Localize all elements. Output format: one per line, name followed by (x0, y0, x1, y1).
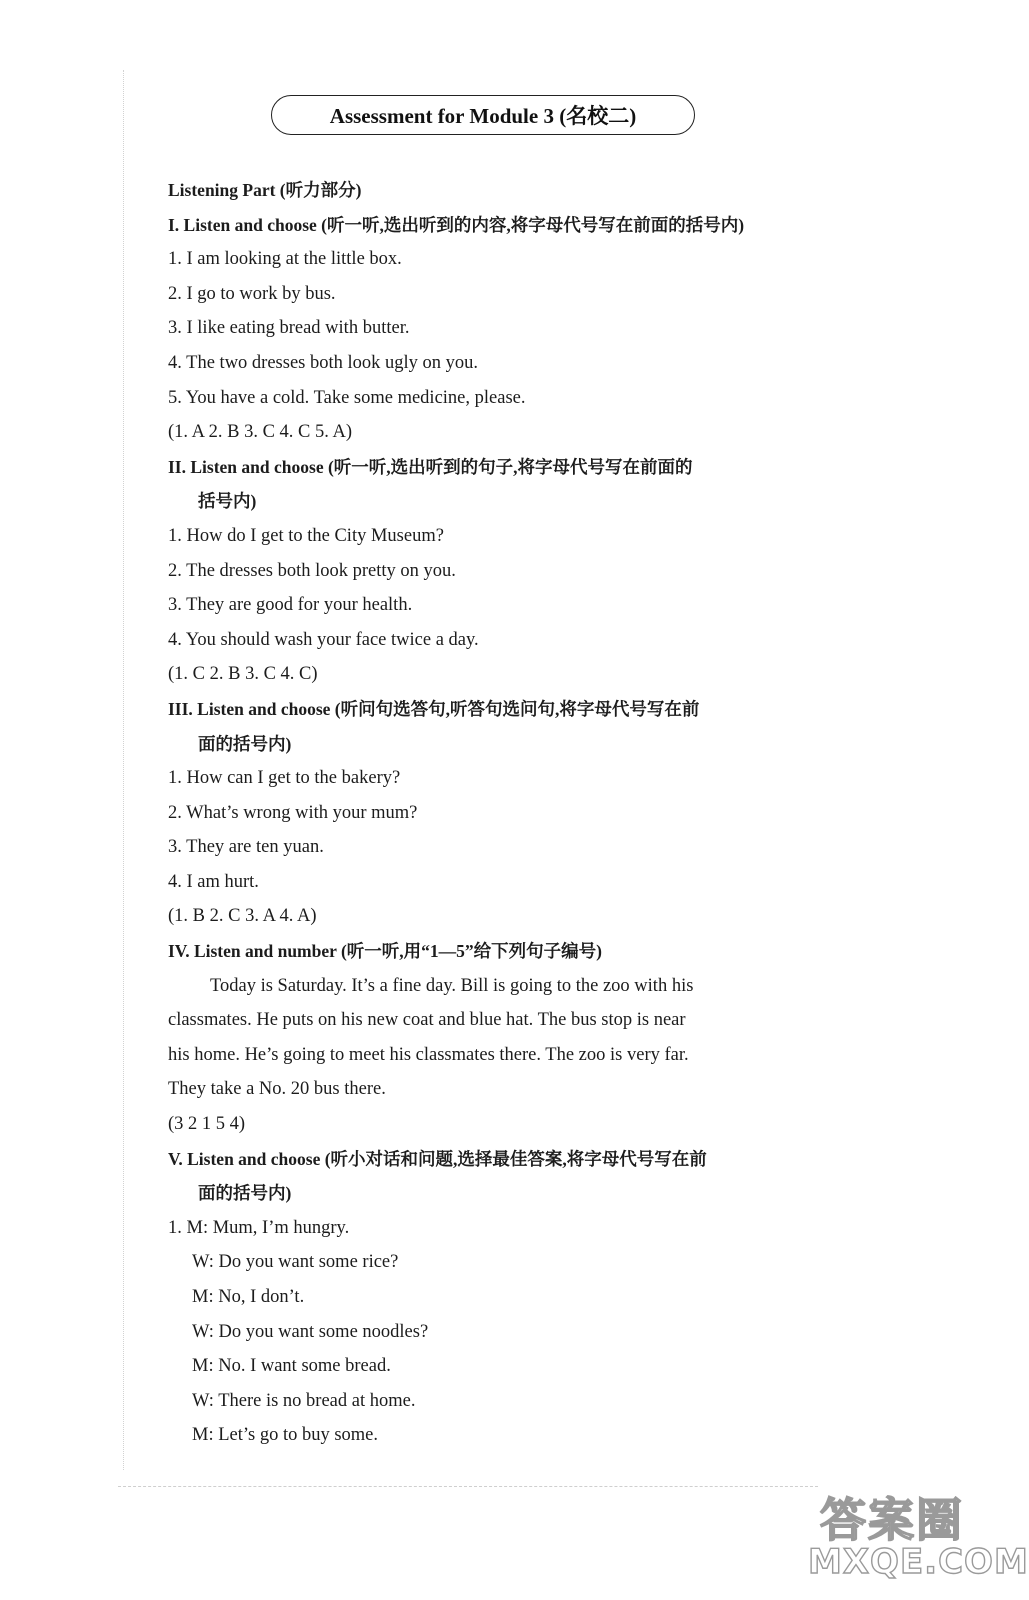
section-heading: III. Listen and choose (听问句选答句,听答句选问句,将字母代号写在前 (168, 698, 700, 719)
paragraph-first-line: Today is Saturday. It’s a fine day. Bill is going to the zoo with his (210, 975, 694, 996)
text-line: his home. He’s going to meet his classmates there. The zoo is very far. (168, 1044, 689, 1065)
text-line: 3. They are good for your health. (168, 595, 413, 616)
dialog-line: M: No, I don’t. (192, 1287, 305, 1307)
answer-key: (3 2 1 5 4) (168, 1114, 246, 1135)
section-heading: V. Listen and choose (听小对话和问题,选择最佳答案,将字母代号写在前 (168, 1148, 707, 1169)
dialog-line: M: Let’s go to buy some. (192, 1425, 379, 1446)
text-line: 1. How do I get to the City Museum? (168, 525, 444, 546)
page-title: Assessment for Module 3 (名校二) (329, 104, 637, 128)
section-heading: II. Listen and choose (听一听,选出听到的句子,将字母代号写在前面的 (168, 456, 693, 477)
watermark-top-text: 答案圈 (820, 1493, 964, 1547)
dialog-line: W: There is no bread at home. (192, 1390, 416, 1411)
section-heading-continued: 面的括号内) (198, 733, 292, 754)
text-line: 5. You have a cold. Take some medicine, please. (168, 387, 526, 408)
dialog-line: W: Do you want some noodles? (192, 1321, 429, 1342)
left-margin-rule (123, 70, 124, 1470)
text-line: 2. What’s wrong with your mum? (168, 802, 418, 823)
answer-key: (1. A 2. B 3. C 4. C 5. A) (168, 422, 352, 443)
document-body (168, 173, 808, 1453)
text-line: 1. I am looking at the little box. (168, 249, 402, 270)
text-line: 1. M: Mum, I’m hungry. (168, 1217, 350, 1238)
section-heading-continued: 括号内) (198, 491, 257, 512)
answer-key: (1. B 2. C 3. A 4. A) (168, 906, 317, 927)
text-line: 4. The two dresses both look ugly on you. (168, 352, 479, 373)
text-line: 1. How can I get to the bakery? (168, 768, 401, 789)
text-line: classmates. He puts on his new coat and blue hat. The bus stop is near (168, 1010, 686, 1031)
watermark-bottom-text: MXQE.COM (808, 1542, 1029, 1582)
text-line: 2. I go to work by bus. (168, 283, 336, 304)
section-heading-continued: 面的括号内) (198, 1183, 292, 1204)
title-box (271, 95, 695, 135)
dialog-line: W: Do you want some rice? (192, 1252, 399, 1273)
section-heading: I. Listen and choose (听一听,选出听到的内容,将字母代号写在前面的括号内) (168, 214, 745, 235)
footer-rule (118, 1486, 818, 1487)
text-line: 4. I am hurt. (168, 871, 259, 892)
text-line: 4. You should wash your face twice a day. (168, 629, 479, 650)
dialog-line: M: No. I want some bread. (192, 1356, 391, 1377)
watermark-logo (806, 1484, 1029, 1592)
text-line: 3. I like eating bread with butter. (168, 318, 410, 339)
text-line: They take a No. 20 bus there. (168, 1079, 386, 1100)
text-line: 2. The dresses both look pretty on you. (168, 560, 456, 581)
section-heading: Listening Part (听力部分) (168, 180, 362, 200)
text-line: 3. They are ten yuan. (168, 837, 324, 858)
answer-key: (1. C 2. B 3. C 4. C) (168, 664, 318, 685)
section-heading: IV. Listen and number (听一听,用“1—5”给下列句子编号) (168, 941, 602, 962)
